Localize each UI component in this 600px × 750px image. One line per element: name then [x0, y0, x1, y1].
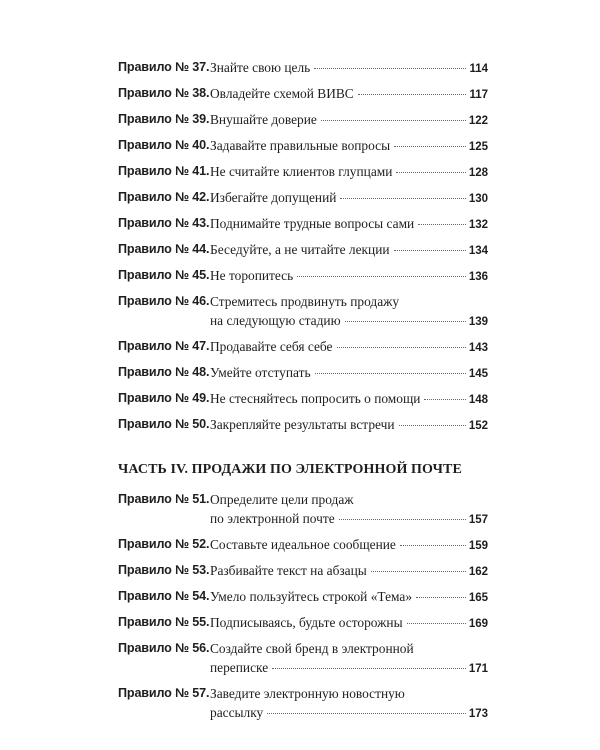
dot-leader — [399, 424, 466, 426]
page-number: 139 — [468, 316, 488, 328]
rule-title: Умело пользуйтесь строкой «Тема» — [210, 589, 413, 604]
page-number: 165 — [468, 592, 488, 604]
toc-entry-rule-41[interactable] — [118, 162, 488, 183]
page-number: 162 — [468, 566, 488, 578]
page-number: 152 — [468, 420, 488, 432]
toc-entry-rule-56[interactable] — [118, 639, 488, 679]
rule-title: Избегайте допущений — [210, 190, 337, 205]
toc-entry-rule-52[interactable] — [118, 535, 488, 556]
page-number: 173 — [468, 708, 488, 720]
rule-number: Правило № 45. — [118, 268, 210, 282]
rule-title-line-1: Заведите электронную новостную — [210, 686, 405, 701]
dot-leader — [407, 622, 466, 624]
rule-title: Составьте идеальное сообщение — [210, 537, 396, 552]
toc-entry-rule-44[interactable] — [118, 240, 488, 261]
rule-title: Поднимайте трудные вопросы сами — [210, 216, 415, 231]
dot-leader — [321, 119, 466, 121]
dot-leader — [267, 712, 466, 714]
rule-title: Внушайте доверие — [210, 112, 317, 127]
dot-leader — [314, 67, 466, 69]
rule-title: Закрепляйте результаты встречи — [210, 417, 395, 432]
toc-entry-rule-43[interactable] — [118, 214, 488, 235]
page-number: 128 — [468, 167, 488, 179]
page-number: 125 — [468, 141, 488, 153]
toc-entry-rule-57[interactable] — [118, 684, 488, 724]
rule-title-line-2: по электронной почте — [210, 511, 335, 526]
toc-entry-rule-49[interactable] — [118, 389, 488, 410]
rule-number: Правило № 50. — [118, 417, 210, 431]
rule-number: Правило № 42. — [118, 190, 210, 204]
page-number: 130 — [468, 193, 488, 205]
dot-leader — [339, 518, 466, 520]
rule-number: Правило № 51. — [118, 492, 210, 506]
rule-title: Не считайте клиентов глупцами — [210, 164, 393, 179]
rule-title: Подписываясь, будьте осторожны — [210, 615, 403, 630]
rule-number: Правило № 46. — [118, 294, 210, 308]
rule-number: Правило № 38. — [118, 86, 210, 100]
toc-entry-rule-40[interactable] — [118, 136, 488, 157]
page-number: 145 — [468, 368, 488, 380]
rule-number: Правило № 57. — [118, 686, 210, 700]
page-number: 122 — [468, 115, 488, 127]
rule-number: Правило № 41. — [118, 164, 210, 178]
rule-title: Задавайте правильные вопросы — [210, 138, 391, 153]
rule-number: Правило № 39. — [118, 112, 210, 126]
page-number: 143 — [468, 342, 488, 354]
toc-entry-rule-46[interactable] — [118, 292, 488, 332]
dot-leader — [337, 346, 467, 348]
toc-entry-rule-47[interactable] — [118, 337, 488, 358]
page-number: 148 — [468, 394, 488, 406]
rule-number: Правило № 54. — [118, 589, 210, 603]
page-number: 157 — [468, 514, 488, 526]
dot-leader — [272, 667, 466, 669]
dot-leader — [315, 372, 466, 374]
rule-title: Знайте свою цель — [210, 60, 311, 75]
dot-leader — [396, 171, 466, 173]
page-number: 114 — [469, 63, 488, 75]
page-number: 117 — [469, 89, 488, 101]
rule-number: Правило № 52. — [118, 537, 210, 551]
rule-title: Разбивайте текст на абзацы — [210, 563, 367, 578]
rule-number: Правило № 47. — [118, 339, 210, 353]
dot-leader — [345, 320, 466, 322]
page-number: 159 — [468, 540, 488, 552]
rule-title-line-2: рассылку — [210, 705, 264, 720]
dot-leader — [297, 275, 466, 277]
rule-number: Правило № 56. — [118, 641, 210, 655]
dot-leader — [424, 398, 466, 400]
rule-title-line-1: Стремитесь продвинуть продажу — [210, 294, 400, 309]
rule-number: Правило № 49. — [118, 391, 210, 405]
rule-title: Овладейте схемой ВИВС — [210, 86, 354, 101]
page-number: 171 — [468, 663, 488, 675]
toc-entry-rule-48[interactable] — [118, 363, 488, 384]
page-number: 132 — [468, 219, 488, 231]
dot-leader — [340, 197, 466, 199]
rule-title: Беседуйте, а не читайте лекции — [210, 242, 390, 257]
rule-number: Правило № 55. — [118, 615, 210, 629]
dot-leader — [358, 93, 466, 95]
dot-leader — [418, 223, 466, 225]
rule-number: Правило № 40. — [118, 138, 210, 152]
rule-title: Продавайте себя себе — [210, 339, 333, 354]
rule-title: Умейте отступать — [210, 365, 311, 380]
toc-entry-rule-51[interactable] — [118, 490, 488, 530]
page-number: 169 — [468, 618, 488, 630]
toc-entry-rule-39[interactable] — [118, 110, 488, 131]
rule-number: Правило № 48. — [118, 365, 210, 379]
dot-leader — [416, 596, 466, 598]
rule-number: Правило № 43. — [118, 216, 210, 230]
part-iv-heading: ЧАСТЬ IV. ПРОДАЖИ ПО ЭЛЕКТРОННОЙ ПОЧТЕ — [118, 462, 462, 477]
toc-entry-rule-45[interactable] — [118, 266, 488, 287]
dot-leader — [394, 249, 466, 251]
rule-number: Правило № 44. — [118, 242, 210, 256]
rule-title-line-2: переписке — [210, 660, 269, 675]
toc-entry-rule-54[interactable] — [118, 587, 488, 608]
rule-title-line-2: на следующую стадию — [210, 313, 341, 328]
toc-entry-rule-53[interactable] — [118, 561, 488, 582]
toc-entry-rule-42[interactable] — [118, 188, 488, 209]
rule-number: Правило № 37. — [118, 60, 210, 74]
table-of-contents — [118, 58, 488, 724]
toc-entry-rule-50[interactable] — [118, 415, 488, 436]
toc-entry-rule-55[interactable] — [118, 613, 488, 634]
toc-entry-rule-37[interactable] — [118, 58, 488, 79]
page-number: 134 — [468, 245, 488, 257]
dot-leader — [394, 145, 466, 147]
dot-leader — [371, 570, 466, 572]
dot-leader — [400, 544, 466, 546]
rule-title: Не торопитесь — [210, 268, 294, 283]
rule-number: Правило № 53. — [118, 563, 210, 577]
rule-title: Не стесняйтесь попросить о помощи — [210, 391, 421, 406]
page-number: 136 — [468, 271, 488, 283]
toc-entry-rule-38[interactable] — [118, 84, 488, 105]
rule-title-line-1: Создайте свой бренд в электронной — [210, 641, 414, 656]
rule-title-line-1: Определите цели продаж — [210, 492, 354, 507]
